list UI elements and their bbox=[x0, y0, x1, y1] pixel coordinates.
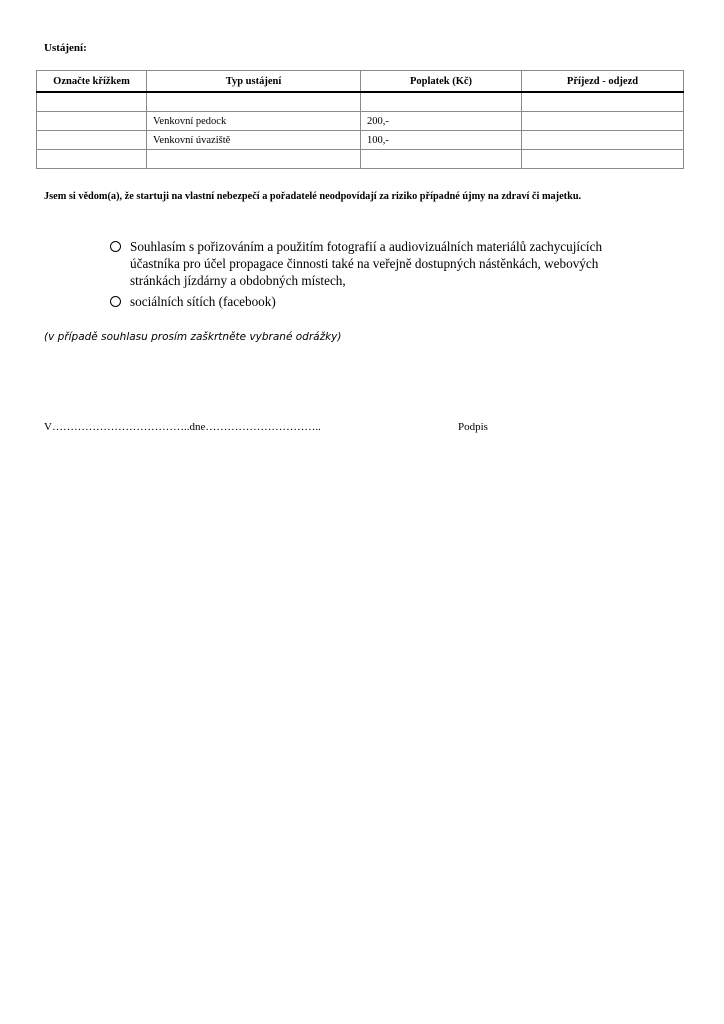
mark-cell[interactable] bbox=[37, 112, 147, 131]
type-cell: Venkovní pedock bbox=[147, 112, 361, 131]
arrival-departure-cell[interactable] bbox=[522, 112, 684, 131]
mark-cell[interactable] bbox=[37, 150, 147, 169]
arrival-departure-cell[interactable] bbox=[522, 92, 684, 112]
liability-disclaimer: Jsem si vědom(a), že startuji na vlastní nebezpečí a pořadatelé neodpovídají za riziko případné újmy na zdraví či majetku. bbox=[44, 191, 582, 202]
consent-item-social bbox=[108, 293, 688, 310]
stabling-table bbox=[36, 70, 684, 169]
type-cell bbox=[147, 92, 361, 112]
table-row bbox=[37, 131, 684, 150]
arrival-departure-cell[interactable] bbox=[522, 150, 684, 169]
consent-text-line: Souhlasím s pořizováním a použitím fotografií a audiovizuálních materiálů zachycujících bbox=[130, 239, 603, 254]
section-title: Ustájení: bbox=[44, 42, 87, 54]
fee-cell: 100,- bbox=[361, 131, 522, 150]
header-arrival-departure: Příjezd - odjezd bbox=[522, 71, 684, 93]
header-fee: Poplatek (Kč) bbox=[361, 71, 522, 93]
header-mark-with-cross: Označte křížkem bbox=[37, 71, 147, 93]
table-header-row bbox=[37, 71, 684, 93]
type-cell: Venkovní úvaziště bbox=[147, 131, 361, 150]
fee-cell: 200,- bbox=[361, 112, 522, 131]
arrival-departure-cell[interactable] bbox=[522, 131, 684, 150]
consent-checkbox-social[interactable] bbox=[110, 296, 121, 307]
mark-cell[interactable] bbox=[37, 131, 147, 150]
table-row bbox=[37, 92, 684, 112]
consent-text-line: sociálních sítích (facebook) bbox=[130, 294, 276, 309]
consent-note: (v případě souhlasu prosím zaškrtněte vybrané odrážky) bbox=[44, 331, 342, 343]
header-stabling-type: Typ ustájení bbox=[147, 71, 361, 93]
consent-checkbox-photos[interactable] bbox=[110, 241, 121, 252]
table-row bbox=[37, 112, 684, 131]
signature-label: Podpis bbox=[458, 421, 488, 433]
signature-line bbox=[44, 421, 684, 433]
consent-item-photos bbox=[108, 238, 688, 289]
type-cell bbox=[147, 150, 361, 169]
table-row bbox=[37, 150, 684, 169]
fee-cell bbox=[361, 92, 522, 112]
consent-text-line: účastníka pro účel propagace činnosti také na veřejně dostupných nástěnkách, webových bbox=[130, 256, 599, 271]
mark-cell[interactable] bbox=[37, 92, 147, 112]
consent-list bbox=[108, 238, 688, 310]
place-date-field[interactable]: V………………………………..dne………………………….. bbox=[44, 421, 321, 433]
fee-cell bbox=[361, 150, 522, 169]
consent-text-line: stránkách jízdárny a obdobných místech, bbox=[130, 273, 346, 288]
